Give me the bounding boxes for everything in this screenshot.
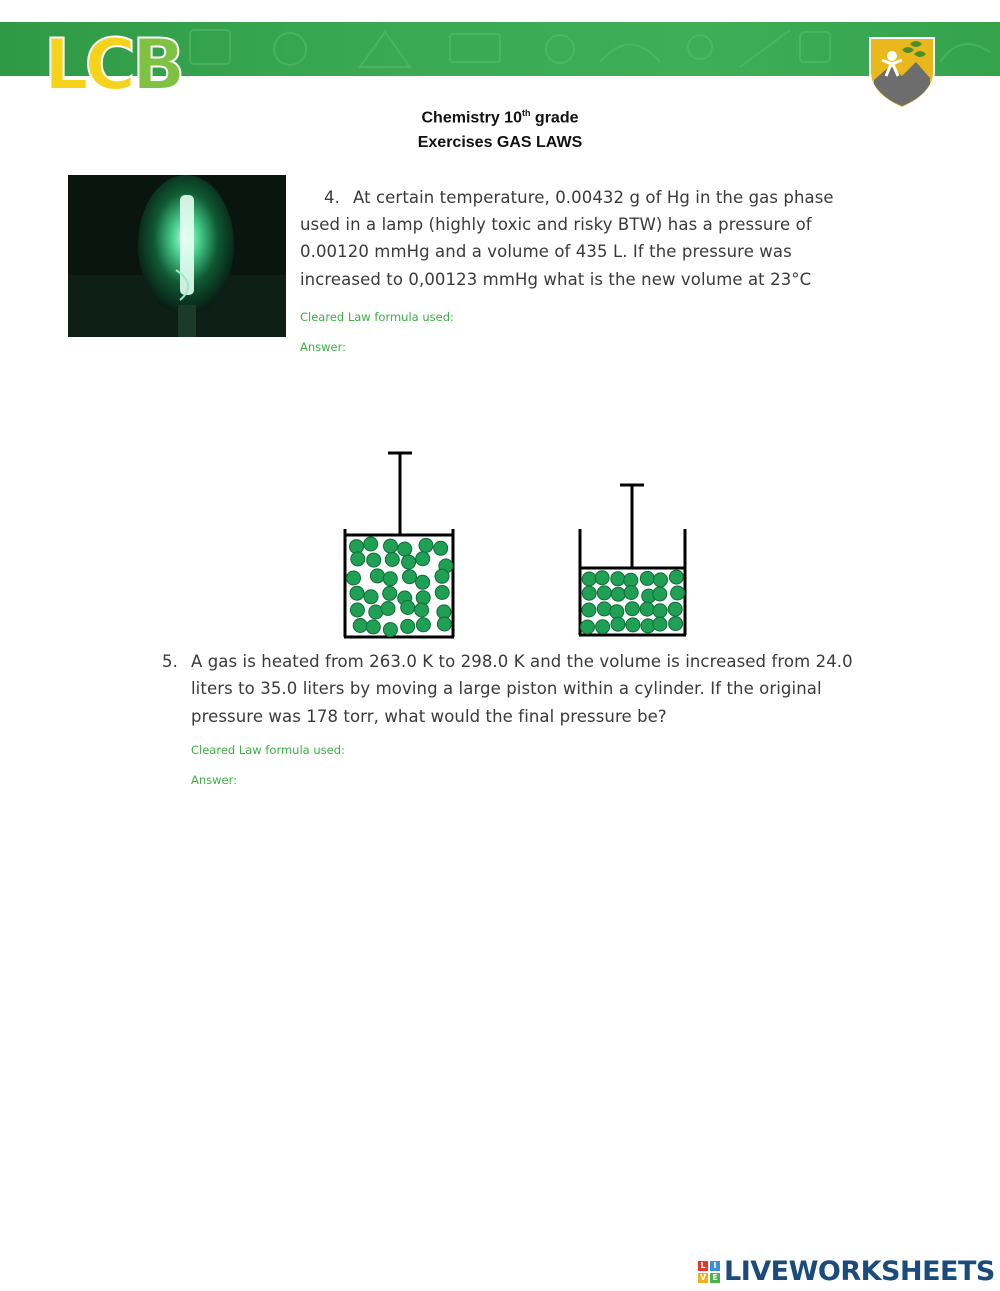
question-4-line-3: 0.00120 mmHg and a volume of 435 L. If the pressure was bbox=[300, 242, 792, 261]
gas-particle bbox=[640, 602, 654, 616]
gas-particle bbox=[416, 552, 430, 566]
question-4-number: 4. bbox=[324, 188, 340, 207]
question-5-number: 5. bbox=[162, 652, 178, 671]
gas-particle bbox=[668, 602, 682, 616]
liveworksheets-badge-icon bbox=[698, 1261, 720, 1283]
question-5-line-2: liters to 35.0 liters by moving a large piston within a cylinder. If the original bbox=[191, 679, 822, 698]
question-5-line-3: pressure was 178 torr, what would the final pressure be? bbox=[191, 707, 667, 726]
logo-letter-c: C bbox=[84, 24, 132, 106]
badge-letter-v: V bbox=[699, 1273, 707, 1282]
gas-particle bbox=[611, 572, 625, 586]
logo-letter-b: B bbox=[131, 24, 182, 106]
gas-particle bbox=[597, 586, 611, 600]
title-subject: Chemistry 10 bbox=[421, 109, 522, 127]
gas-particle bbox=[671, 586, 685, 600]
gas-particle bbox=[350, 603, 364, 617]
gas-particle bbox=[366, 620, 380, 634]
gas-particle bbox=[351, 552, 365, 566]
badge-letter-l: L bbox=[698, 1261, 708, 1271]
gas-particle bbox=[384, 539, 398, 553]
gas-particle bbox=[437, 617, 451, 631]
gas-particle bbox=[610, 605, 624, 619]
liveworksheets-brand: LIVEWORKSHEETS bbox=[724, 1256, 995, 1287]
title-sup: th bbox=[521, 108, 531, 118]
page-subtitle: Exercises GAS LAWS bbox=[417, 134, 583, 151]
logo-letter-l: L bbox=[44, 24, 85, 106]
gas-particle bbox=[654, 573, 668, 587]
gas-particle bbox=[611, 617, 625, 631]
gas-particle bbox=[383, 586, 397, 600]
gas-particle bbox=[385, 553, 399, 567]
question-5-answer-label[interactable]: Answer: bbox=[191, 773, 238, 787]
gas-particle bbox=[381, 602, 395, 616]
gas-particle bbox=[597, 602, 611, 616]
gas-particle bbox=[653, 604, 667, 618]
gas-particle bbox=[582, 603, 596, 617]
gas-particle bbox=[402, 555, 416, 569]
gas-particles-compressed bbox=[581, 570, 685, 634]
question-4-line-4: increased to 0,00123 mmHg what is the new volume at 23°C bbox=[300, 270, 812, 289]
gas-particle bbox=[367, 553, 381, 567]
gas-particle bbox=[626, 618, 640, 632]
gas-particle bbox=[653, 587, 667, 601]
title-grade: grade bbox=[530, 109, 579, 127]
gas-particle bbox=[640, 571, 654, 585]
gas-particle bbox=[383, 572, 397, 586]
question-4-answer-label[interactable]: Answer: bbox=[300, 340, 347, 354]
gas-particle bbox=[403, 570, 417, 584]
gas-particle bbox=[350, 540, 364, 554]
gas-particle bbox=[383, 623, 397, 637]
gas-particle bbox=[582, 572, 596, 586]
question-5-line-1: A gas is heated from 263.0 K to 298.0 K and the volume is increased from 24.0 bbox=[191, 652, 853, 671]
gas-particle bbox=[581, 620, 595, 634]
gas-particle bbox=[419, 538, 433, 552]
gas-particle bbox=[353, 619, 367, 633]
gas-particle bbox=[435, 586, 449, 600]
school-crest-icon bbox=[866, 32, 938, 110]
gas-particle bbox=[350, 586, 364, 600]
gas-particle bbox=[416, 591, 430, 605]
question-4-line-2: used in a lamp (highly toxic and risky BTW) has a pressure of bbox=[300, 215, 812, 234]
gas-particle bbox=[596, 620, 610, 634]
mercury-lamp-photo bbox=[68, 175, 286, 337]
question-4-formula-label[interactable]: Cleared Law formula used: bbox=[300, 310, 454, 324]
gas-particle bbox=[435, 569, 449, 583]
gas-particle bbox=[364, 537, 378, 551]
gas-particle bbox=[434, 541, 448, 555]
gas-particle bbox=[595, 571, 609, 585]
gas-particle bbox=[364, 590, 378, 604]
gas-particle bbox=[625, 602, 639, 616]
gas-particle bbox=[415, 603, 429, 617]
piston-diagram bbox=[330, 445, 700, 645]
gas-particle bbox=[370, 569, 384, 583]
liveworksheets-logo bbox=[698, 1256, 995, 1287]
badge-letter-i: I bbox=[710, 1261, 720, 1271]
gas-particle bbox=[398, 542, 412, 556]
gas-particle bbox=[582, 586, 596, 600]
gas-particle bbox=[416, 618, 430, 632]
question-5-formula-label[interactable]: Cleared Law formula used: bbox=[191, 743, 345, 757]
gas-particle bbox=[624, 586, 638, 600]
gas-particle bbox=[401, 601, 415, 615]
school-logo bbox=[44, 24, 182, 106]
gas-particle bbox=[669, 617, 683, 631]
gas-particle bbox=[669, 570, 683, 584]
gas-particle bbox=[611, 587, 625, 601]
gas-particles-large bbox=[347, 537, 453, 637]
gas-particle bbox=[653, 617, 667, 631]
gas-particle bbox=[347, 571, 361, 585]
page-title bbox=[0, 108, 1000, 127]
gas-particle bbox=[401, 619, 415, 633]
badge-letter-e: E bbox=[710, 1273, 720, 1283]
gas-particle bbox=[416, 575, 430, 589]
question-4-line-1: At certain temperature, 0.00432 g of Hg in the gas phase bbox=[353, 188, 834, 207]
